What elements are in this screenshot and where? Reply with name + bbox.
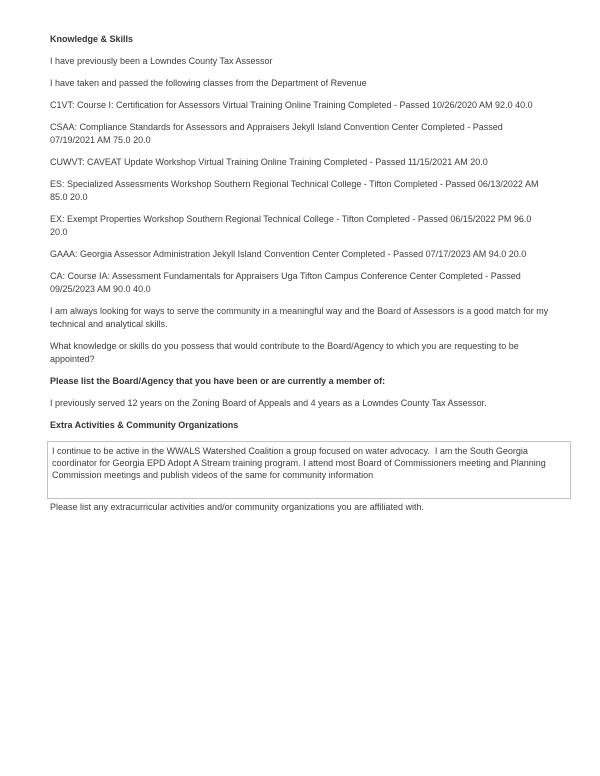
course-item-cuwvt: CUWVT: CAVEAT Update Workshop Virtual Training Online Training Completed - Passed 11/15/2021 AM 20.0 [50,157,488,167]
course-item-csaa: CSAA: Compliance Standards for Assessors and Appraisers Jekyll Island Convention Center Completed - Passed 07/19/2021 AM 75.0 20.0 [50,122,503,145]
board-agency-answer: I previously served 12 years on the Zoning Board of Appeals and 4 years as a Lowndes County Tax Assessor. [50,398,487,408]
extra-activities-textarea[interactable] [47,441,571,499]
extra-activities-caption: Please list any extracurricular activities and/or community organizations you are affiliated with. [50,502,425,512]
knowledge-skills-question: What knowledge or skills do you possess that would contribute to the Board/Agency to which you are requesting to be appointed? [50,341,519,364]
course-item-c1vt: C1VT: Course I: Certification for Assessors Virtual Training Online Training Completed - Passed 10/26/2020 AM 92.0 40.0 [50,100,533,110]
knowledge-skills-heading: Knowledge & Skills [50,34,134,44]
course-item-ex: EX: Exempt Properties Workshop Southern Regional Technical College - Tifton Completed - Passed 06/15/2022 PM 96.0 20.0 [50,214,532,237]
extra-activities-heading: Extra Activities & Community Organizations [50,420,239,430]
board-agency-heading: Please list the Board/Agency that you have been or are currently a member of: [50,376,386,386]
course-item-ca: CA: Course IA: Assessment Fundamentals for Appraisers Uga Tifton Campus Conference Center Completed - Passed 09/25/2023 AM 90.0 40.0 [50,271,521,294]
course-item-es: ES: Specialized Assessments Workshop Southern Regional Technical College - Tifton Completed - Passed 06/13/2022 AM 85.0 20.0 [50,179,539,202]
knowledge-skills-answer-2: I have taken and passed the following classes from the Department of Revenue [50,78,367,88]
course-item-gaaa: GAAA: Georgia Assessor Administration Jekyll Island Convention Center Completed - Passed 07/17/2023 AM 94.0 20.0 [50,249,527,259]
knowledge-skills-answer-1: I have previously been a Lowndes County Tax Assessor [50,56,273,66]
knowledge-skills-statement: I am always looking for ways to serve the community in a meaningful way and the Board of Assessors is a good match for my technical and analytical skills. [50,306,549,329]
